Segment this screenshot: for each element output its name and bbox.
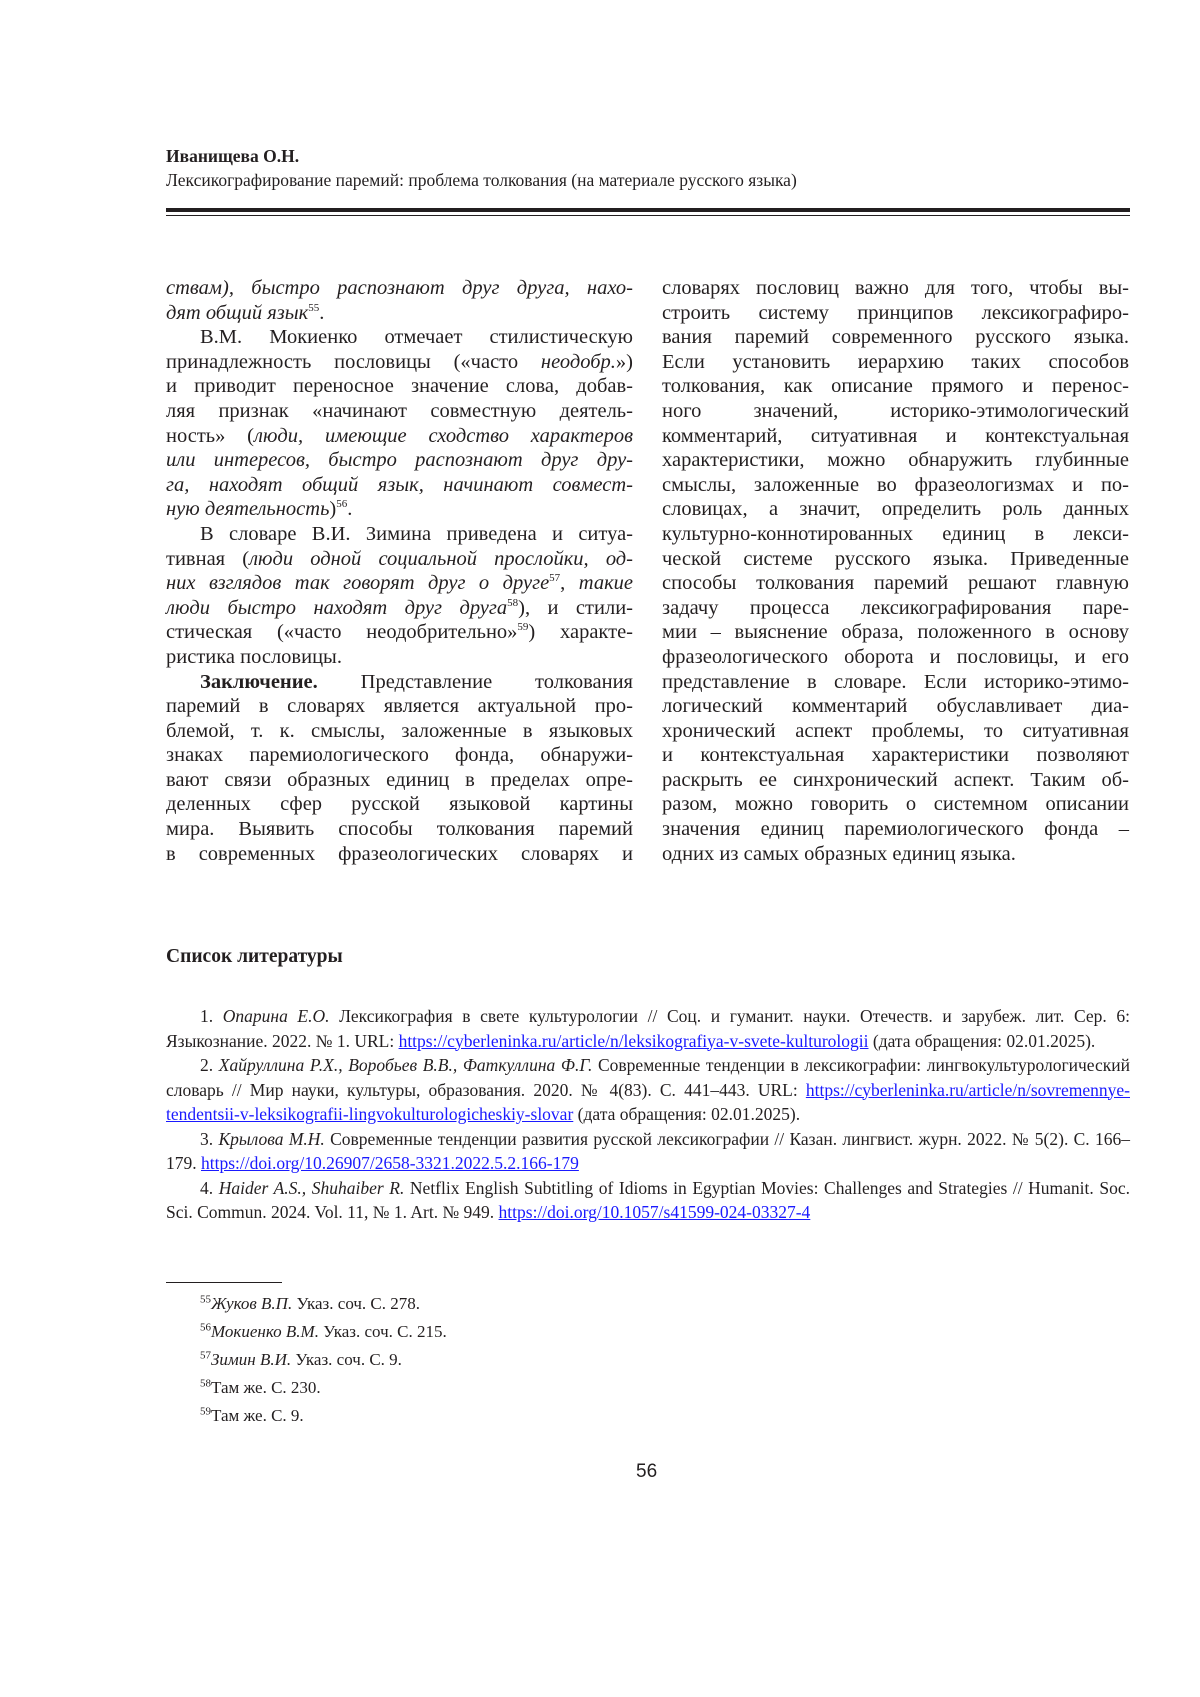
text-segment: принадлежность пословицы («часто xyxy=(166,351,541,373)
text-segment: значения единиц паремиологического фонда – xyxy=(662,818,1129,840)
text-line xyxy=(662,276,1129,301)
running-header-title: Лексикографирование паремий: проблема толкования (на материале русского языка) xyxy=(166,170,797,191)
italic-text: люди быстро находят друг друга xyxy=(166,597,507,619)
text-segment: вают связи образных единиц в пределах опре- xyxy=(166,769,633,791)
header-rule-thin xyxy=(166,215,1130,216)
text-line xyxy=(662,497,1129,522)
italic-text: или интересов, быстро распознают друг дру- xyxy=(166,449,633,471)
text-line xyxy=(662,350,1129,375)
reference-text: Лексикография в свете культурологии // Соц. и гуманит. науки. Отечеств. и зарубеж. лит. Сер. 6: Языкознание. 2022. № 1. URL: xyxy=(166,1006,1130,1051)
reference-text: Netflix English Subtitling of Idioms in Egyptian Movies: Challenges and Strategies // Humanit. Soc. Sci. Commun. 2024. Vol. 11, № 1. Art. № 949. xyxy=(166,1178,1130,1223)
footnote-ref: 57 xyxy=(549,572,560,584)
text-segment: способы толкования паремий решают главную xyxy=(662,572,1129,594)
text-segment: толкования, как описание прямого и перенос- xyxy=(662,375,1129,397)
text-segment: ного значений, историко-этимологический xyxy=(662,400,1129,422)
text-segment: деленных сфер русской языковой картины xyxy=(166,793,633,815)
footnote-number: 57 xyxy=(200,1349,211,1361)
text-line xyxy=(662,792,1129,817)
text-line xyxy=(166,596,633,621)
footnote-ref: 59 xyxy=(517,621,528,633)
reference-number: 4. xyxy=(200,1178,219,1198)
reference-number: 3. xyxy=(200,1129,218,1149)
text-line xyxy=(662,620,1129,645)
text-line xyxy=(166,497,633,522)
text-line xyxy=(662,743,1129,768)
text-line xyxy=(166,645,633,670)
text-line xyxy=(166,350,633,375)
reference-number: 1. xyxy=(200,1006,223,1026)
text-line xyxy=(662,645,1129,670)
running-header-author: Иванищева О.Н. xyxy=(166,146,299,167)
footnote-ref: 58 xyxy=(507,597,518,609)
text-line xyxy=(662,670,1129,695)
text-line xyxy=(166,694,633,719)
footnote-text: Указ. соч. С. 9. xyxy=(291,1350,402,1369)
text-line xyxy=(662,842,1129,867)
text-line xyxy=(662,719,1129,744)
text-line xyxy=(166,571,633,596)
text-line xyxy=(662,473,1129,498)
reference-authors: Опарина Е.О. xyxy=(223,1006,330,1026)
text-segment: характеристики, можно обнаружить глубинные xyxy=(662,449,1129,471)
italic-text: неодобр. xyxy=(541,351,616,373)
reference-link[interactable]: https://cyberleninka.ru/article/n/leksikografiya-v-svete-kulturologii xyxy=(399,1031,869,1051)
text-segment: мира. Выявить способы толкования паремий xyxy=(166,818,633,840)
text-segment: Представление толкования xyxy=(318,671,633,693)
text-segment: ) характе- xyxy=(528,621,633,643)
right-text-column xyxy=(662,276,1129,866)
footnote-authors: Мокиенко В.М. xyxy=(211,1322,319,1341)
reference-link[interactable]: https://doi.org/10.1057/s41599-024-03327-4 xyxy=(499,1202,811,1222)
text-segment: смыслы, заложенные во фразеологизмах и по- xyxy=(662,474,1129,496)
text-segment: блемой, т. к. смыслы, заложенные в языковых xyxy=(166,720,633,742)
footnote-number: 56 xyxy=(200,1321,211,1333)
text-line xyxy=(662,399,1129,424)
italic-text: люди одной социальной прослойки, од- xyxy=(249,548,633,570)
text-segment: стическая («часто неодобрительно» xyxy=(166,621,517,643)
text-line xyxy=(166,301,633,326)
footnote-ref: 56 xyxy=(336,499,347,511)
text-segment: тивная ( xyxy=(166,548,249,570)
italic-text: га, находят общий язык, начинают совмест- xyxy=(166,474,633,496)
header-rule-thick xyxy=(166,208,1130,212)
text-segment: ») xyxy=(616,351,633,373)
footnote-text: Указ. соч. С. 278. xyxy=(292,1294,420,1313)
reference-item xyxy=(166,1053,1130,1127)
italic-text: дят общий язык xyxy=(166,302,308,324)
text-line xyxy=(166,522,633,547)
footnote-text: Указ. соч. С. 215. xyxy=(319,1322,447,1341)
text-line xyxy=(662,817,1129,842)
reference-authors: Хайруллина Р.Х., Воробьев В.В., Фаткуллина Ф.Г. xyxy=(219,1055,593,1075)
reference-authors: Haider A.S., Shuhaiber R. xyxy=(219,1178,405,1198)
left-text-column xyxy=(166,276,633,866)
text-line xyxy=(166,670,633,695)
footnote-item xyxy=(200,1402,447,1430)
text-segment: вания паремий современного русского языка. xyxy=(662,326,1129,348)
text-segment: мии – выяснение образа, положенного в основу xyxy=(662,621,1129,643)
footnote-text: Там же. С. 230. xyxy=(211,1378,321,1397)
text-line xyxy=(662,374,1129,399)
text-segment: раскрыть ее синхронический аспект. Таким об- xyxy=(662,769,1129,791)
text-segment: ), и стили- xyxy=(518,597,633,619)
text-segment: ляя признак «начинают совместную деятель- xyxy=(166,400,633,422)
reference-link[interactable]: https://cyberleninka.ru/article/n/sovremennye-tendentsii-v-leksikografii-lingvokulturologicheskiy-slovar xyxy=(166,1080,1130,1125)
text-line xyxy=(662,547,1129,572)
text-segment: задачу процесса лексикографирования паре- xyxy=(662,597,1129,619)
text-segment: и приводит переносное значение слова, добав- xyxy=(166,375,633,397)
page-number: 56 xyxy=(636,1461,657,1483)
text-line xyxy=(166,473,633,498)
text-line xyxy=(662,571,1129,596)
text-line xyxy=(166,743,633,768)
text-segment: , xyxy=(560,572,579,594)
text-segment: культурно-коннотированных единиц в лекси- xyxy=(662,523,1129,545)
bold-text: Заключение. xyxy=(200,671,318,693)
text-segment: знаках паремиологического фонда, обнаружи- xyxy=(166,744,633,766)
text-segment: в современных фразеологических словарях и xyxy=(166,843,633,865)
footnote-number: 58 xyxy=(200,1377,211,1389)
text-segment: . xyxy=(319,302,324,324)
footnote-text: Там же. С. 9. xyxy=(211,1406,304,1425)
text-segment: одних из самых образных единиц языка. xyxy=(662,843,1016,865)
text-segment: словарях пословиц важно для того, чтобы вы- xyxy=(662,277,1129,299)
text-segment: ристика пословицы. xyxy=(166,646,342,668)
text-segment: представление в словаре. Если историко-этимо- xyxy=(662,671,1129,693)
italic-text: ную деятельность xyxy=(166,498,329,520)
text-segment: ) xyxy=(329,498,336,520)
text-line xyxy=(166,768,633,793)
text-line xyxy=(166,399,633,424)
text-segment: ческой системе русского языка. Приведенные xyxy=(662,548,1129,570)
text-line xyxy=(662,596,1129,621)
text-line xyxy=(662,768,1129,793)
text-line xyxy=(166,276,633,301)
references-list xyxy=(166,1004,1130,1225)
reference-text: Современные тенденции в лексикографии: лингвокультурологический словарь // Мир науки, культуры, образования. 2020. № 4(83). С. 441–443. URL: xyxy=(166,1055,1130,1100)
footnotes xyxy=(200,1290,447,1430)
text-line xyxy=(662,301,1129,326)
footnote-item xyxy=(200,1346,447,1374)
text-segment: В словаре В.И. Зимина приведена и ситуа- xyxy=(200,523,633,545)
text-line xyxy=(166,547,633,572)
reference-item xyxy=(166,1004,1130,1053)
text-segment: Если установить иерархию таких способов xyxy=(662,351,1129,373)
reference-item xyxy=(166,1127,1130,1176)
references-heading: Список литературы xyxy=(166,946,343,968)
text-segment: хронический аспект проблемы, то ситуативная xyxy=(662,720,1129,742)
italic-text: такие xyxy=(579,572,633,594)
text-segment: фразеологического оборота и пословицы, и его xyxy=(662,646,1129,668)
reference-authors: Крылова М.Н. xyxy=(218,1129,324,1149)
text-segment: ность» ( xyxy=(166,425,254,447)
text-line xyxy=(166,817,633,842)
text-line xyxy=(662,694,1129,719)
reference-access-date: (дата обращения: 02.01.2025). xyxy=(573,1104,800,1124)
text-line xyxy=(662,424,1129,449)
reference-number: 2. xyxy=(200,1055,219,1075)
text-segment: словицах, а значит, определить роль данных xyxy=(662,498,1129,520)
text-line xyxy=(166,620,633,645)
text-segment: и контекстуальная характеристики позволяют xyxy=(662,744,1129,766)
text-line xyxy=(166,424,633,449)
italic-text: ствам), быстро распознают друг друга, нахо- xyxy=(166,277,633,299)
text-line xyxy=(166,842,633,867)
footnote-separator xyxy=(166,1282,282,1283)
text-line xyxy=(662,325,1129,350)
reference-text: Современные тенденции развития русской лексикографии // Казан. лингвист. журн. 2022. № 5(2). С. 166–179. xyxy=(166,1129,1130,1174)
text-segment: . xyxy=(347,498,352,520)
text-segment: В.М. Мокиенко отмечает стилистическую xyxy=(200,326,633,348)
reference-link[interactable]: https://doi.org/10.26907/2658-3321.2022.5.2.166-179 xyxy=(201,1153,579,1173)
footnote-item xyxy=(200,1374,447,1402)
text-segment: строить систему принципов лексикографиро- xyxy=(662,302,1129,324)
text-line xyxy=(166,792,633,817)
footnote-item xyxy=(200,1318,447,1346)
footnote-authors: Жуков В.П. xyxy=(211,1294,292,1313)
text-line xyxy=(662,448,1129,473)
footnote-authors: Зимин В.И. xyxy=(211,1350,291,1369)
text-segment: логический комментарий обуславливает диа- xyxy=(662,695,1129,717)
text-line xyxy=(166,325,633,350)
italic-text: люди, имеющие сходство характеров xyxy=(254,425,633,447)
text-line xyxy=(166,719,633,744)
footnote-ref: 55 xyxy=(308,302,319,314)
text-line xyxy=(166,374,633,399)
text-segment: разом, можно говорить о системном описании xyxy=(662,793,1129,815)
text-line xyxy=(662,522,1129,547)
reference-access-date: (дата обращения: 02.01.2025). xyxy=(869,1031,1096,1051)
italic-text: них взглядов так говорят друг о друге xyxy=(166,572,549,594)
footnote-number: 55 xyxy=(200,1293,211,1305)
text-segment: паремий в словарях является актуальной про- xyxy=(166,695,633,717)
footnote-number: 59 xyxy=(200,1405,211,1417)
reference-item xyxy=(166,1176,1130,1225)
text-segment: комментарий, ситуативная и контекстуальная xyxy=(662,425,1129,447)
footnote-item xyxy=(200,1290,447,1318)
text-line xyxy=(166,448,633,473)
